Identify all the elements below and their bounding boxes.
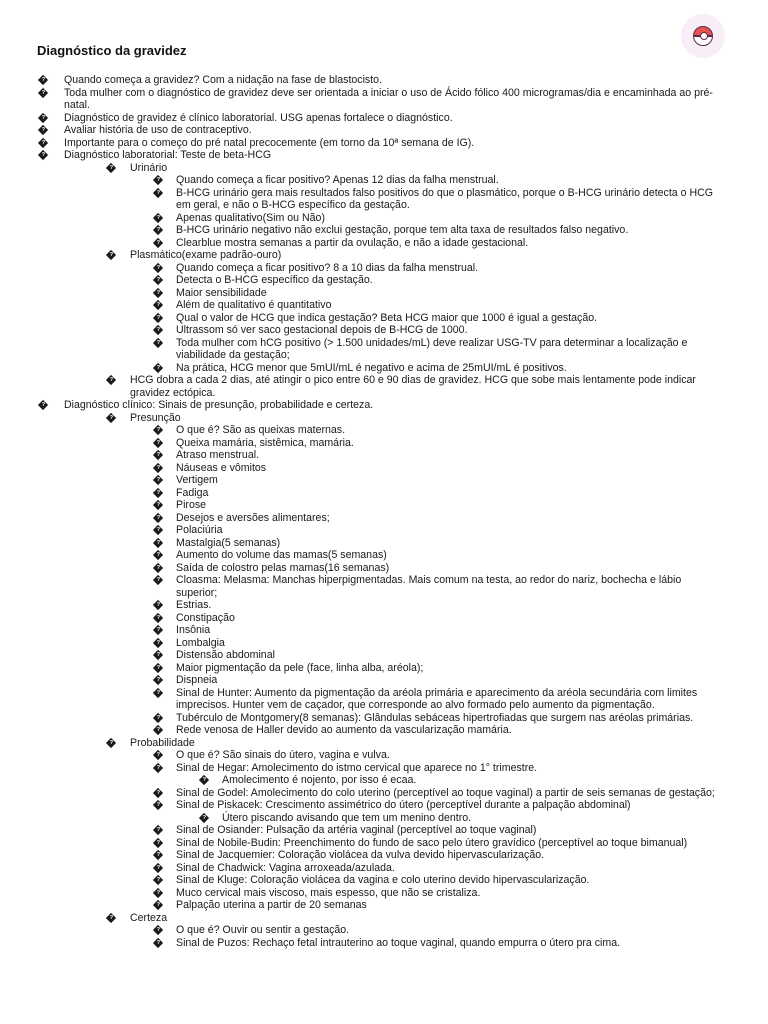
bullet-icon xyxy=(153,462,163,472)
bullet-icon xyxy=(153,612,163,622)
list-item xyxy=(0,274,768,287)
bullet-icon xyxy=(38,75,48,85)
list-item xyxy=(0,537,768,550)
list-item xyxy=(0,312,768,325)
bullet-icon xyxy=(153,787,163,797)
bullet-icon xyxy=(153,875,163,885)
list-item-text: Atraso menstrual. xyxy=(176,449,260,461)
list-item xyxy=(0,899,768,912)
list-item xyxy=(0,937,768,950)
list-item xyxy=(0,424,768,437)
bullet-icon xyxy=(153,662,163,672)
list-item-text: Probabilidade xyxy=(130,736,195,749)
bullet-icon xyxy=(153,750,163,760)
bullet-icon xyxy=(153,500,163,510)
list-item xyxy=(0,249,768,262)
bullet-icon xyxy=(153,687,163,697)
list-item xyxy=(0,449,768,462)
list-item xyxy=(0,362,768,375)
bullet-icon xyxy=(153,862,163,872)
list-item-text: O que é? São sinais do útero, vagina e vulva. xyxy=(176,749,390,761)
bullet-icon xyxy=(153,312,163,322)
bullet-icon xyxy=(153,900,163,910)
bullet-icon xyxy=(153,825,163,835)
list-item-text: Toda mulher com o diagnóstico de gravidez deve ser orientada a iniciar o uso de Ácido fólico 400 microgramas/dia e encaminhada ao pré-natal. xyxy=(64,86,713,111)
list-item xyxy=(0,399,768,412)
bullet-icon xyxy=(199,812,209,822)
bullet-icon xyxy=(153,362,163,372)
bullet-icon xyxy=(38,112,48,122)
list-item xyxy=(0,224,768,237)
bullet-icon xyxy=(153,175,163,185)
bullet-icon xyxy=(153,262,163,272)
list-item xyxy=(0,737,768,750)
bullet-icon xyxy=(153,512,163,522)
list-item-text: Polaciúria xyxy=(176,524,223,536)
bullet-icon xyxy=(38,150,48,160)
list-item-text: Sinal de Hegar: Amolecimento do istmo cervical que aparece no 1° trimestre. xyxy=(176,761,538,774)
list-item xyxy=(0,662,768,675)
list-item-text: Sinal de Nobile-Budin: Preenchimento do fundo de saco pelo útero gravídico (perceptível ao toque bimanual) xyxy=(176,836,688,849)
list-item-text: Quando começa a ficar positivo? 8 a 10 dias da falha menstrual. xyxy=(176,261,479,274)
list-item-text: O que é? Ouvir ou sentir a gestação. xyxy=(176,924,350,936)
bullet-icon xyxy=(153,625,163,635)
bullet-icon xyxy=(38,400,48,410)
list-item xyxy=(0,112,768,125)
bullet-icon xyxy=(153,925,163,935)
list-item xyxy=(0,837,768,850)
list-item xyxy=(0,724,768,737)
list-item-text: Insônia xyxy=(176,624,211,636)
list-item xyxy=(0,562,768,575)
list-item-text: Além de qualitativo é quantitativo xyxy=(176,299,332,311)
list-item xyxy=(0,799,768,812)
list-item-text: Diagnóstico laboratorial: Teste de beta-HCG xyxy=(64,149,272,161)
list-item-text: HCG dobra a cada 2 dias, até atingir o pico entre 60 e 90 dias de gravidez. HCG que sobe mais lentamente pode indicar gravidez ectópica. xyxy=(130,374,696,399)
list-item-text: Sinal de Kluge: Coloração violácea da vagina e colo uterino devido hipervascularização. xyxy=(176,874,590,886)
list-item xyxy=(0,824,768,837)
logo xyxy=(681,14,725,58)
list-item-text: Saída de colostro pelas mamas(16 semanas) xyxy=(176,561,390,574)
list-item xyxy=(0,474,768,487)
list-item-text: Diagnóstico de gravidez é clínico laboratorial. USG apenas fortalece o diagnóstico. xyxy=(64,111,453,124)
list-item xyxy=(0,887,768,900)
bullet-icon xyxy=(153,550,163,560)
bullet-icon xyxy=(153,650,163,660)
list-item xyxy=(0,924,768,937)
list-item xyxy=(0,749,768,762)
list-item-text: Quando começa a gravidez? Com a nidação na fase de blastocisto. xyxy=(64,74,383,86)
list-item-text: Constipação xyxy=(176,611,235,624)
bullet-icon xyxy=(153,712,163,722)
list-item xyxy=(0,862,768,875)
list-item xyxy=(0,487,768,500)
bullet-icon xyxy=(38,125,48,135)
list-item-text: Pirose xyxy=(176,499,207,511)
list-item xyxy=(0,462,768,475)
list-item-text: Sinal de Osiander: Pulsação da artéria vaginal (perceptível ao toque vaginal) xyxy=(176,824,537,836)
list-item xyxy=(0,337,768,362)
list-item xyxy=(0,812,768,825)
list-item xyxy=(0,262,768,275)
list-item xyxy=(0,637,768,650)
bullet-icon xyxy=(106,375,116,385)
list-item-text: Sinal de Puzos: Rechaço fetal intrauterino ao toque vaginal, quando empurra o útero pra cima. xyxy=(176,936,621,949)
list-item-text: Maior sensibilidade xyxy=(176,286,267,299)
list-item xyxy=(0,74,768,87)
bullet-icon xyxy=(106,250,116,260)
list-item xyxy=(0,787,768,800)
list-item xyxy=(0,499,768,512)
bullet-icon xyxy=(38,87,48,97)
list-item-text: Maior pigmentação da pele (face, linha alba, aréola); xyxy=(176,661,424,674)
bullet-icon xyxy=(153,525,163,535)
list-item xyxy=(0,687,768,712)
bullet-icon xyxy=(153,837,163,847)
list-item xyxy=(0,374,768,399)
bullet-icon xyxy=(106,912,116,922)
list-item-text: Qual o valor de HCG que indica gestação? Beta HCG maior que 1000 é igual a gestação. xyxy=(176,311,598,324)
bullet-icon xyxy=(153,325,163,335)
bullet-icon xyxy=(106,737,116,747)
list-item-text: Certeza xyxy=(130,911,168,924)
list-item xyxy=(0,599,768,612)
bullet-icon xyxy=(153,212,163,222)
list-item-text: Quando começa a ficar positivo? Apenas 12 dias da falha menstrual. xyxy=(176,174,499,186)
list-item-text: Muco cervical mais viscoso, mais espesso, que não se cristaliza. xyxy=(176,886,481,899)
bullet-icon xyxy=(153,937,163,947)
list-item xyxy=(0,287,768,300)
bullet-icon xyxy=(153,337,163,347)
list-item-text: B-HCG urinário negativo não exclui gestação, porque tem alta taxa de resultados falso negativo. xyxy=(176,224,629,236)
list-item xyxy=(0,849,768,862)
list-item-text: Detecta o B-HCG específico da gestação. xyxy=(176,274,373,286)
list-item-text: Desejos e aversões alimentares; xyxy=(176,511,330,524)
list-item-text: Estrias. xyxy=(176,599,212,611)
list-item-text: Mastalgia(5 semanas) xyxy=(176,536,281,549)
list-item-text: Sinal de Chadwick: Vagina arroxeada/azulada. xyxy=(176,861,395,874)
list-item xyxy=(0,649,768,662)
bullet-icon xyxy=(153,275,163,285)
list-item xyxy=(0,324,768,337)
list-item xyxy=(0,412,768,425)
bullet-icon xyxy=(153,475,163,485)
bullet-icon xyxy=(153,675,163,685)
list-item xyxy=(0,712,768,725)
list-item-text: Sinal de Godel: Amolecimento do colo uterino (perceptível ao toque vaginal) a partir de seis semanas de gestação; xyxy=(176,786,715,799)
list-item-text: Clearblue mostra semanas a partir da ovulação, e não a idade gestacional. xyxy=(176,236,529,249)
list-item-text: Lombalgia xyxy=(176,636,225,649)
list-item-text: Fadiga xyxy=(176,486,209,499)
list-item xyxy=(0,512,768,525)
list-item-text: Cloasma: Melasma: Manchas hiperpigmentadas. Mais comum na testa, ao redor do nariz, bochecha e lábio superior; xyxy=(176,574,682,599)
list-item xyxy=(0,524,768,537)
bullet-icon xyxy=(38,137,48,147)
list-item-text: Ultrassom só ver saco gestacional depois de B-HCG de 1000. xyxy=(176,324,468,336)
bullet-icon xyxy=(153,537,163,547)
bullet-icon xyxy=(153,887,163,897)
list-item-text: Amolecimento é nojento, por isso é ecaa. xyxy=(222,774,417,786)
bullet-icon xyxy=(153,600,163,610)
list-item xyxy=(0,237,768,250)
list-item-text: Sinal de Jacquemier: Coloração violácea da vulva devido hipervascularização. xyxy=(176,849,545,861)
list-item xyxy=(0,774,768,787)
list-item-text: Presunção xyxy=(130,411,181,424)
list-item-text: Náuseas e vômitos xyxy=(176,461,267,474)
list-item xyxy=(0,149,768,162)
list-item-text: Sinal de Hunter: Aumento da pigmentação da aréola primária e aparecimento da aréola secundária com limites imprecisos. Hunter vem de caçador, que corresponde ao alvo formado pelo aumento da pigmentação. xyxy=(176,686,698,711)
bullet-icon xyxy=(153,725,163,735)
list-item-text: Queixa mamária, sistêmica, mamária. xyxy=(176,436,354,449)
bullet-icon xyxy=(153,762,163,772)
list-item-text: B-HCG urinário gera mais resultados falso positivos do que o plasmático, porque o B-HCG urinário detecta o HCG em geral, e não o B-HCG específico da gestação. xyxy=(176,186,713,211)
bullet-icon xyxy=(153,300,163,310)
bullet-icon xyxy=(199,775,209,785)
bullet-icon xyxy=(153,637,163,647)
bullet-icon xyxy=(153,450,163,460)
list-item xyxy=(0,574,768,599)
list-item-text: Aumento do volume das mamas(5 semanas) xyxy=(176,549,387,561)
bullet-icon xyxy=(153,237,163,247)
bullet-icon xyxy=(153,287,163,297)
list-item-text: O que é? São as queixas maternas. xyxy=(176,424,346,436)
list-item xyxy=(0,299,768,312)
bullet-icon xyxy=(153,575,163,585)
list-item-text: Tubérculo de Montgomery(8 semanas): Glândulas sebáceas hipertrofiadas que surgem nas aréolas primárias. xyxy=(176,711,694,724)
list-item-text: Dispneia xyxy=(176,674,218,686)
bullet-icon xyxy=(153,425,163,435)
list-item-text: Urinário xyxy=(130,161,168,174)
list-item-text: Avaliar história de uso de contraceptivo. xyxy=(64,124,252,136)
bullet-icon xyxy=(153,562,163,572)
list-item xyxy=(0,912,768,925)
bullet-icon xyxy=(153,850,163,860)
list-item xyxy=(0,437,768,450)
bullet-icon xyxy=(153,187,163,197)
list-item xyxy=(0,624,768,637)
list-item-text: Na prática, HCG menor que 5mUI/mL é negativo e acima de 25mUI/mL é positivos. xyxy=(176,361,567,374)
list-item xyxy=(0,137,768,150)
list-item-text: Toda mulher com hCG positivo (> 1.500 unidades/mL) deve realizar USG-TV para determinar a localização e viabilidade da gestação; xyxy=(176,336,688,361)
list-item xyxy=(0,124,768,137)
outline-list xyxy=(0,74,768,949)
bullet-icon xyxy=(106,162,116,172)
list-item-text: Apenas qualitativo(Sim ou Não) xyxy=(176,211,325,224)
list-item-text: Sinal de Piskacek: Crescimento assimétrico do útero (perceptível durante a palpação abdominal) xyxy=(176,799,631,811)
list-item-text: Palpação uterina a partir de 20 semanas xyxy=(176,899,367,911)
bullet-icon xyxy=(153,487,163,497)
bullet-icon xyxy=(153,437,163,447)
list-item xyxy=(0,549,768,562)
list-item xyxy=(0,762,768,775)
list-item-text: Útero piscando avisando que tem um menino dentro. xyxy=(222,811,472,824)
list-item-text: Distensão abdominal xyxy=(176,649,275,661)
list-item-text: Vertigem xyxy=(176,474,218,486)
list-item xyxy=(0,87,768,112)
page-title: Diagnóstico da gravidez xyxy=(37,43,187,58)
list-item-text: Plasmático(exame padrão-ouro) xyxy=(130,249,282,261)
list-item xyxy=(0,174,768,187)
list-item-text: Diagnóstico clínico: Sinais de presunção, probabilidade e certeza. xyxy=(64,399,374,411)
list-item-text: Importante para o começo do pré natal precocemente (em torno da 10ª semana de IG). xyxy=(64,136,475,149)
list-item xyxy=(0,674,768,687)
list-item xyxy=(0,612,768,625)
bullet-icon xyxy=(153,800,163,810)
list-item xyxy=(0,874,768,887)
pokeball-icon xyxy=(693,26,713,46)
list-item xyxy=(0,187,768,212)
list-item xyxy=(0,212,768,225)
bullet-icon xyxy=(106,412,116,422)
list-item-text: Rede venosa de Haller devido ao aumento da vascularização mamária. xyxy=(176,724,512,736)
list-item xyxy=(0,162,768,175)
bullet-icon xyxy=(153,225,163,235)
